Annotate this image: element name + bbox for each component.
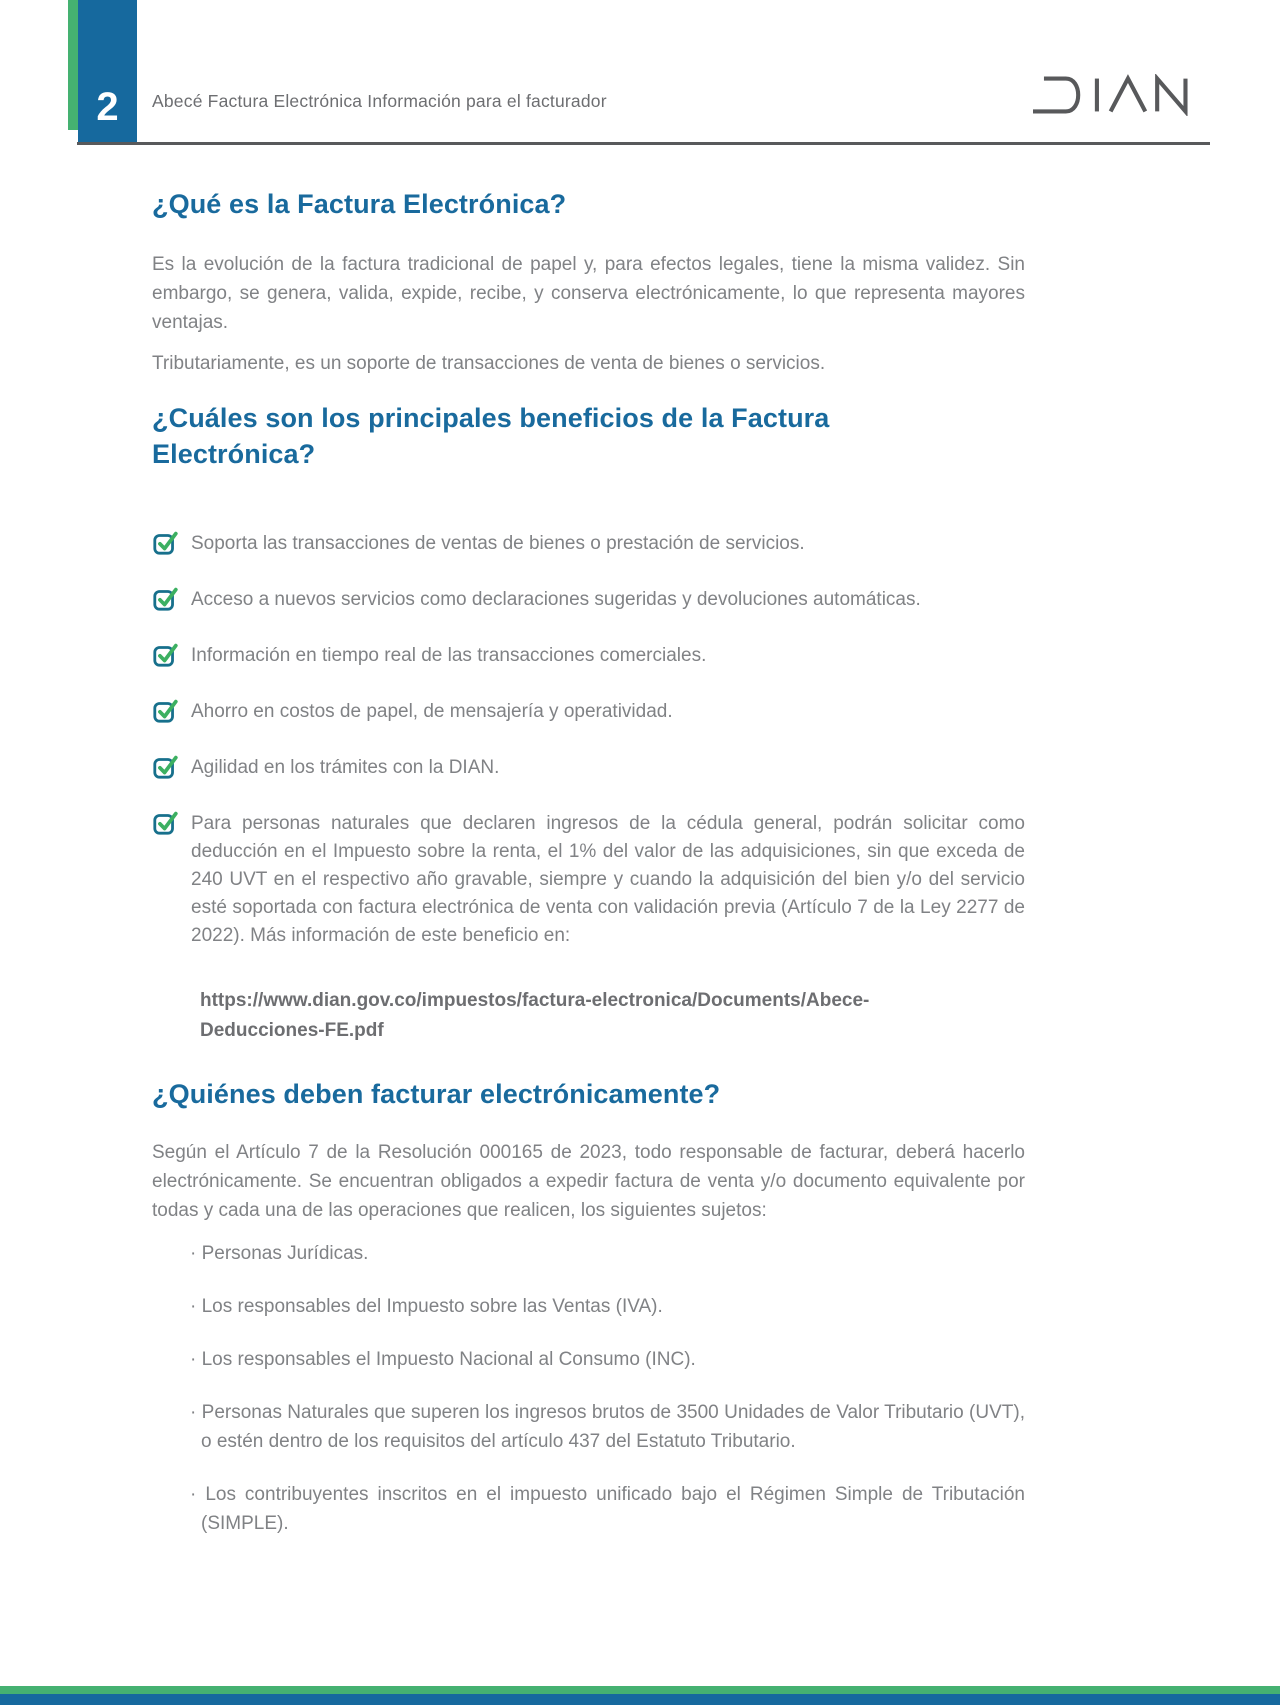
benefit-item [152, 586, 1025, 618]
dian-logo-icon [1024, 74, 1210, 116]
paragraph-what-is-2: Tributariamente, es un soporte de transacciones de venta de bienes o servicios. [152, 353, 826, 374]
benefit-text: Para personas naturales que declaren ingresos de la cédula general, podrán solicitar como deducción en el Impuesto sobre la renta, el 1% del valor de las adquisiciones, sin que exceda de 240 UVT en el respectivo año gravable, siempre y cuando la adquisición del bien y/o del servicio esté soportada con factura electrónica de venta con validación previa (Artículo 7 de la Ley 2277 de 2022). Más información de este beneficio en: [191, 813, 1025, 946]
checkbox-check-icon [152, 639, 180, 674]
section-heading-what-is: ¿Qué es la Factura Electrónica? [152, 189, 567, 219]
footer-blue-bar [0, 1694, 1280, 1705]
list-item: · Personas Jurídicas. [190, 1243, 369, 1264]
checkbox-check-icon [152, 527, 180, 562]
benefits-list [152, 530, 1025, 950]
checkbox-check-icon [152, 695, 180, 730]
page-number-box [78, 0, 137, 145]
paragraph-what-is-1: Es la evolución de la factura tradicional de papel y, para efectos legales, tiene la misma validez. Sin embargo, se genera, valida, expide, recibe, y conserva electrónicamente, lo que representa mayores ventajas. [152, 254, 1025, 333]
benefit-item [152, 754, 1025, 786]
section-heading-who-must: ¿Quiénes deben facturar electrónicamente? [152, 1079, 721, 1109]
benefit-item [152, 642, 1025, 674]
benefit-info-link[interactable]: https://www.dian.gov.co/impuestos/factura-electronica/Documents/Abece-Deducciones-FE.pdf [200, 990, 870, 1041]
list-item: · Los contribuyentes inscritos en el impuesto unificado bajo el Régimen Simple de Tributación (SIMPLE). [190, 1484, 1025, 1534]
paragraph-who-must: Según el Artículo 7 de la Resolución 000165 de 2023, todo responsable de facturar, deberá hacerlo electrónicamente. Se encuentran obligados a expedir factura de venta y/o documento equivalente por todas y cada una de las operaciones que realicen, los siguientes sujetos: [152, 1142, 1025, 1221]
section-heading-benefits: ¿Cuáles son los principales beneficios de la Factura Electrónica? [152, 403, 830, 469]
checkbox-check-icon [152, 583, 180, 618]
benefit-item [152, 810, 1025, 950]
benefit-text: Soporta las transacciones de ventas de bienes o prestación de servicios. [191, 533, 805, 554]
obligated-subjects-list [152, 1239, 1025, 1538]
header-divider [77, 142, 1210, 145]
list-item: · Los responsables del Impuesto sobre las Ventas (IVA). [190, 1296, 663, 1317]
benefit-text: Agilidad en los trámites con la DIAN. [191, 757, 500, 778]
checkbox-check-icon [152, 807, 180, 842]
benefit-text: Acceso a nuevos servicios como declaraciones sugeridas y devoluciones automáticas. [191, 589, 921, 610]
benefit-text: Ahorro en costos de papel, de mensajería y operatividad. [191, 701, 673, 722]
list-item: · Personas Naturales que superen los ingresos brutos de 3500 Unidades de Valor Tributario (UVT), o estén dentro de los requisitos del artículo 437 del Estatuto Tributario. [190, 1402, 1025, 1452]
list-item: · Los responsables el Impuesto Nacional al Consumo (INC). [190, 1349, 696, 1370]
checkbox-check-icon [152, 751, 180, 786]
benefit-item [152, 698, 1025, 730]
page-number: 2 [96, 85, 119, 129]
benefit-item [152, 530, 1025, 562]
header-title: Abecé Factura Electrónica Información para el facturador [152, 91, 607, 111]
benefit-text: Información en tiempo real de las transacciones comerciales. [191, 645, 707, 666]
header-green-accent [68, 0, 78, 130]
page-content [152, 170, 1025, 1562]
footer-green-bar [0, 1686, 1280, 1694]
